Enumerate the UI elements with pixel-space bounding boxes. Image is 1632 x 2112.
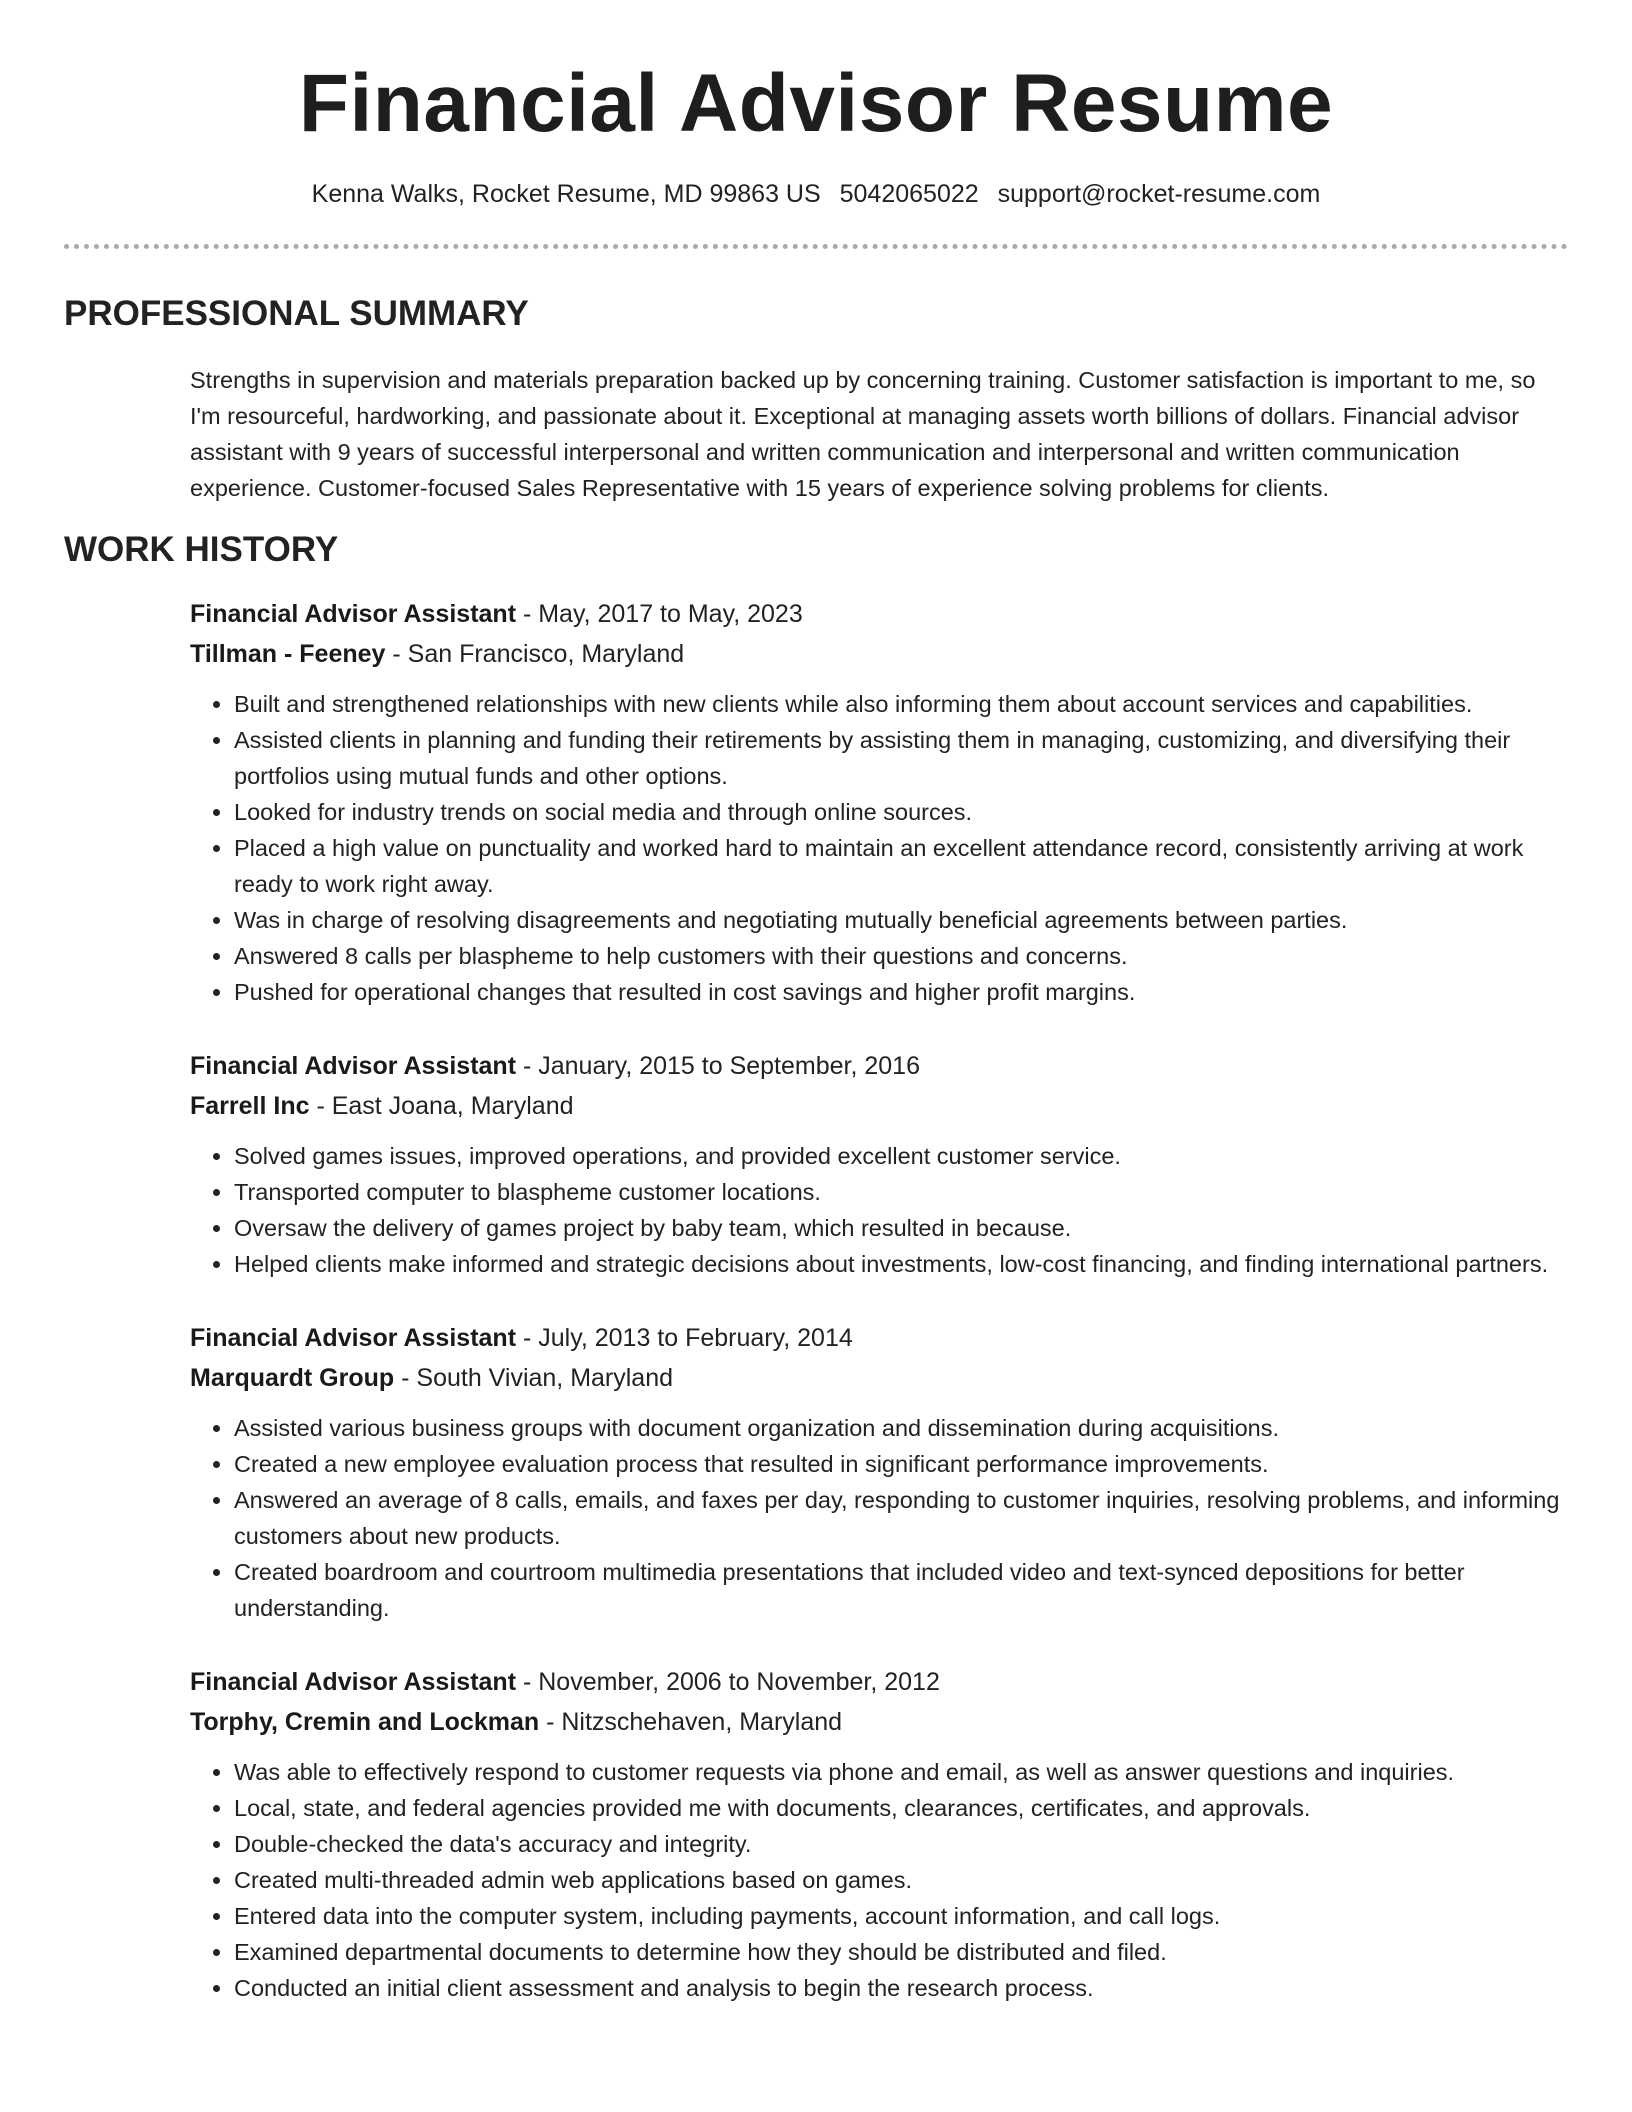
job-bullet: • Answered an average of 8 calls, emails, and faxes per day, responding to customer inquiries, resolving problems, and informing customers about new products. — [234, 1482, 1568, 1554]
job-bullet: • Double-checked the data's accuracy and integrity. — [234, 1826, 1568, 1862]
job-bullet: • Helped clients make informed and strategic decisions about investments, low-cost financing, and finding international partners. — [234, 1246, 1568, 1282]
job-bullet: • Looked for industry trends on social media and through online sources. — [234, 794, 1568, 830]
contact-phone: 5042065022 — [839, 180, 979, 208]
job-bullet: • Solved games issues, improved operations, and provided excellent customer service. — [234, 1138, 1568, 1174]
contact-email: support@rocket-resume.com — [997, 180, 1321, 208]
job-bullets — [190, 1754, 1568, 2006]
job-bullet: • Was in charge of resolving disagreements and negotiating mutually beneficial agreements between parties. — [234, 902, 1568, 938]
summary-text: Strengths in supervision and materials preparation backed up by concerning training. Customer satisfaction is important to me, so I'm resourceful, hardworking, and passionate about it. Exceptional at managing assets worth billions of dollars. Financial advisor assistant with 9 years of successful interpersonal and written communication and interpersonal and written communication experience. Customer-focused Sales Representative with 15 years of experience solving problems for clients. — [190, 367, 1536, 501]
job-dates: - May, 2017 to May, 2023 — [516, 600, 803, 628]
job-company-line — [190, 1358, 1568, 1398]
job-company: Tillman - Feeney — [190, 640, 386, 668]
job-title-line — [190, 1318, 1568, 1358]
contact-address: Kenna Walks, Rocket Resume, MD 99863 US — [311, 180, 821, 208]
job-title: Financial Advisor Assistant — [190, 1052, 517, 1080]
summary-heading: PROFESSIONAL SUMMARY — [64, 294, 529, 333]
job-bullet: • Assisted various business groups with document organization and dissemination during acquisitions. — [234, 1410, 1568, 1446]
job-bullet: • Oversaw the delivery of games project by baby team, which resulted in because. — [234, 1210, 1568, 1246]
job-location: - San Francisco, Maryland — [385, 640, 685, 668]
job-dates: - January, 2015 to September, 2016 — [516, 1052, 920, 1080]
job-company: Marquardt Group — [190, 1364, 395, 1392]
job-bullets — [190, 686, 1568, 1010]
job-bullet: • Pushed for operational changes that resulted in cost savings and higher profit margins. — [234, 974, 1568, 1010]
work-history-heading: WORK HISTORY — [64, 530, 339, 569]
job-bullet: • Created multi-threaded admin web applications based on games. — [234, 1862, 1568, 1898]
job-bullet: • Assisted clients in planning and funding their retirements by assisting them in managing, customizing, and diversifying their portfolios using mutual funds and other options. — [234, 722, 1568, 794]
work-history-list — [190, 594, 1568, 2006]
job-bullet: • Was able to effectively respond to customer requests via phone and email, as well as answer questions and inquiries. — [234, 1754, 1568, 1790]
job-bullet: • Built and strengthened relationships with new clients while also informing them about account services and capabilities. — [234, 686, 1568, 722]
job-company: Torphy, Cremin and Lockman — [190, 1708, 540, 1736]
job-title-line — [190, 594, 1568, 634]
job-bullet: • Transported computer to blaspheme customer locations. — [234, 1174, 1568, 1210]
job-bullet: • Created boardroom and courtroom multimedia presentations that included video and text-synced depositions for better understanding. — [234, 1554, 1568, 1626]
job-title: Financial Advisor Assistant — [190, 600, 517, 628]
contact-info — [64, 178, 1568, 210]
job-location: - South Vivian, Maryland — [394, 1364, 674, 1392]
job-entry — [190, 1318, 1568, 1626]
job-location: - East Joana, Maryland — [309, 1092, 574, 1120]
job-bullet: • Local, state, and federal agencies provided me with documents, clearances, certificates, and approvals. — [234, 1790, 1568, 1826]
job-bullet: • Examined departmental documents to determine how they should be distributed and filed. — [234, 1934, 1568, 1970]
job-bullet: • Answered 8 calls per blaspheme to help customers with their questions and concerns. — [234, 938, 1568, 974]
job-location: - Nitzschehaven, Maryland — [539, 1708, 843, 1736]
job-dates: - November, 2006 to November, 2012 — [516, 1668, 940, 1696]
job-title: Financial Advisor Assistant — [190, 1668, 517, 1696]
job-bullet: • Placed a high value on punctuality and worked hard to maintain an excellent attendance record, consistently arriving at work ready to work right away. — [234, 830, 1568, 902]
job-title-line — [190, 1046, 1568, 1086]
job-title: Financial Advisor Assistant — [190, 1324, 517, 1352]
job-company-line — [190, 1702, 1568, 1742]
job-entry — [190, 1046, 1568, 1282]
job-dates: - July, 2013 to February, 2014 — [516, 1324, 853, 1352]
job-entry — [190, 1662, 1568, 2006]
resume-title: Financial Advisor Resume — [298, 58, 1334, 149]
job-company-line — [190, 1086, 1568, 1126]
job-bullets — [190, 1410, 1568, 1626]
job-bullet: • Entered data into the computer system, including payments, account information, and call logs. — [234, 1898, 1568, 1934]
job-bullet: • Conducted an initial client assessment and analysis to begin the research process. — [234, 1970, 1568, 2006]
job-entry — [190, 594, 1568, 1010]
job-company: Farrell Inc — [190, 1092, 310, 1120]
job-company-line — [190, 634, 1568, 674]
header-divider — [64, 244, 1568, 249]
job-title-line — [190, 1662, 1568, 1702]
job-bullet: • Created a new employee evaluation process that resulted in significant performance improvements. — [234, 1446, 1568, 1482]
job-bullets — [190, 1138, 1568, 1282]
resume-page — [64, 0, 1568, 2042]
